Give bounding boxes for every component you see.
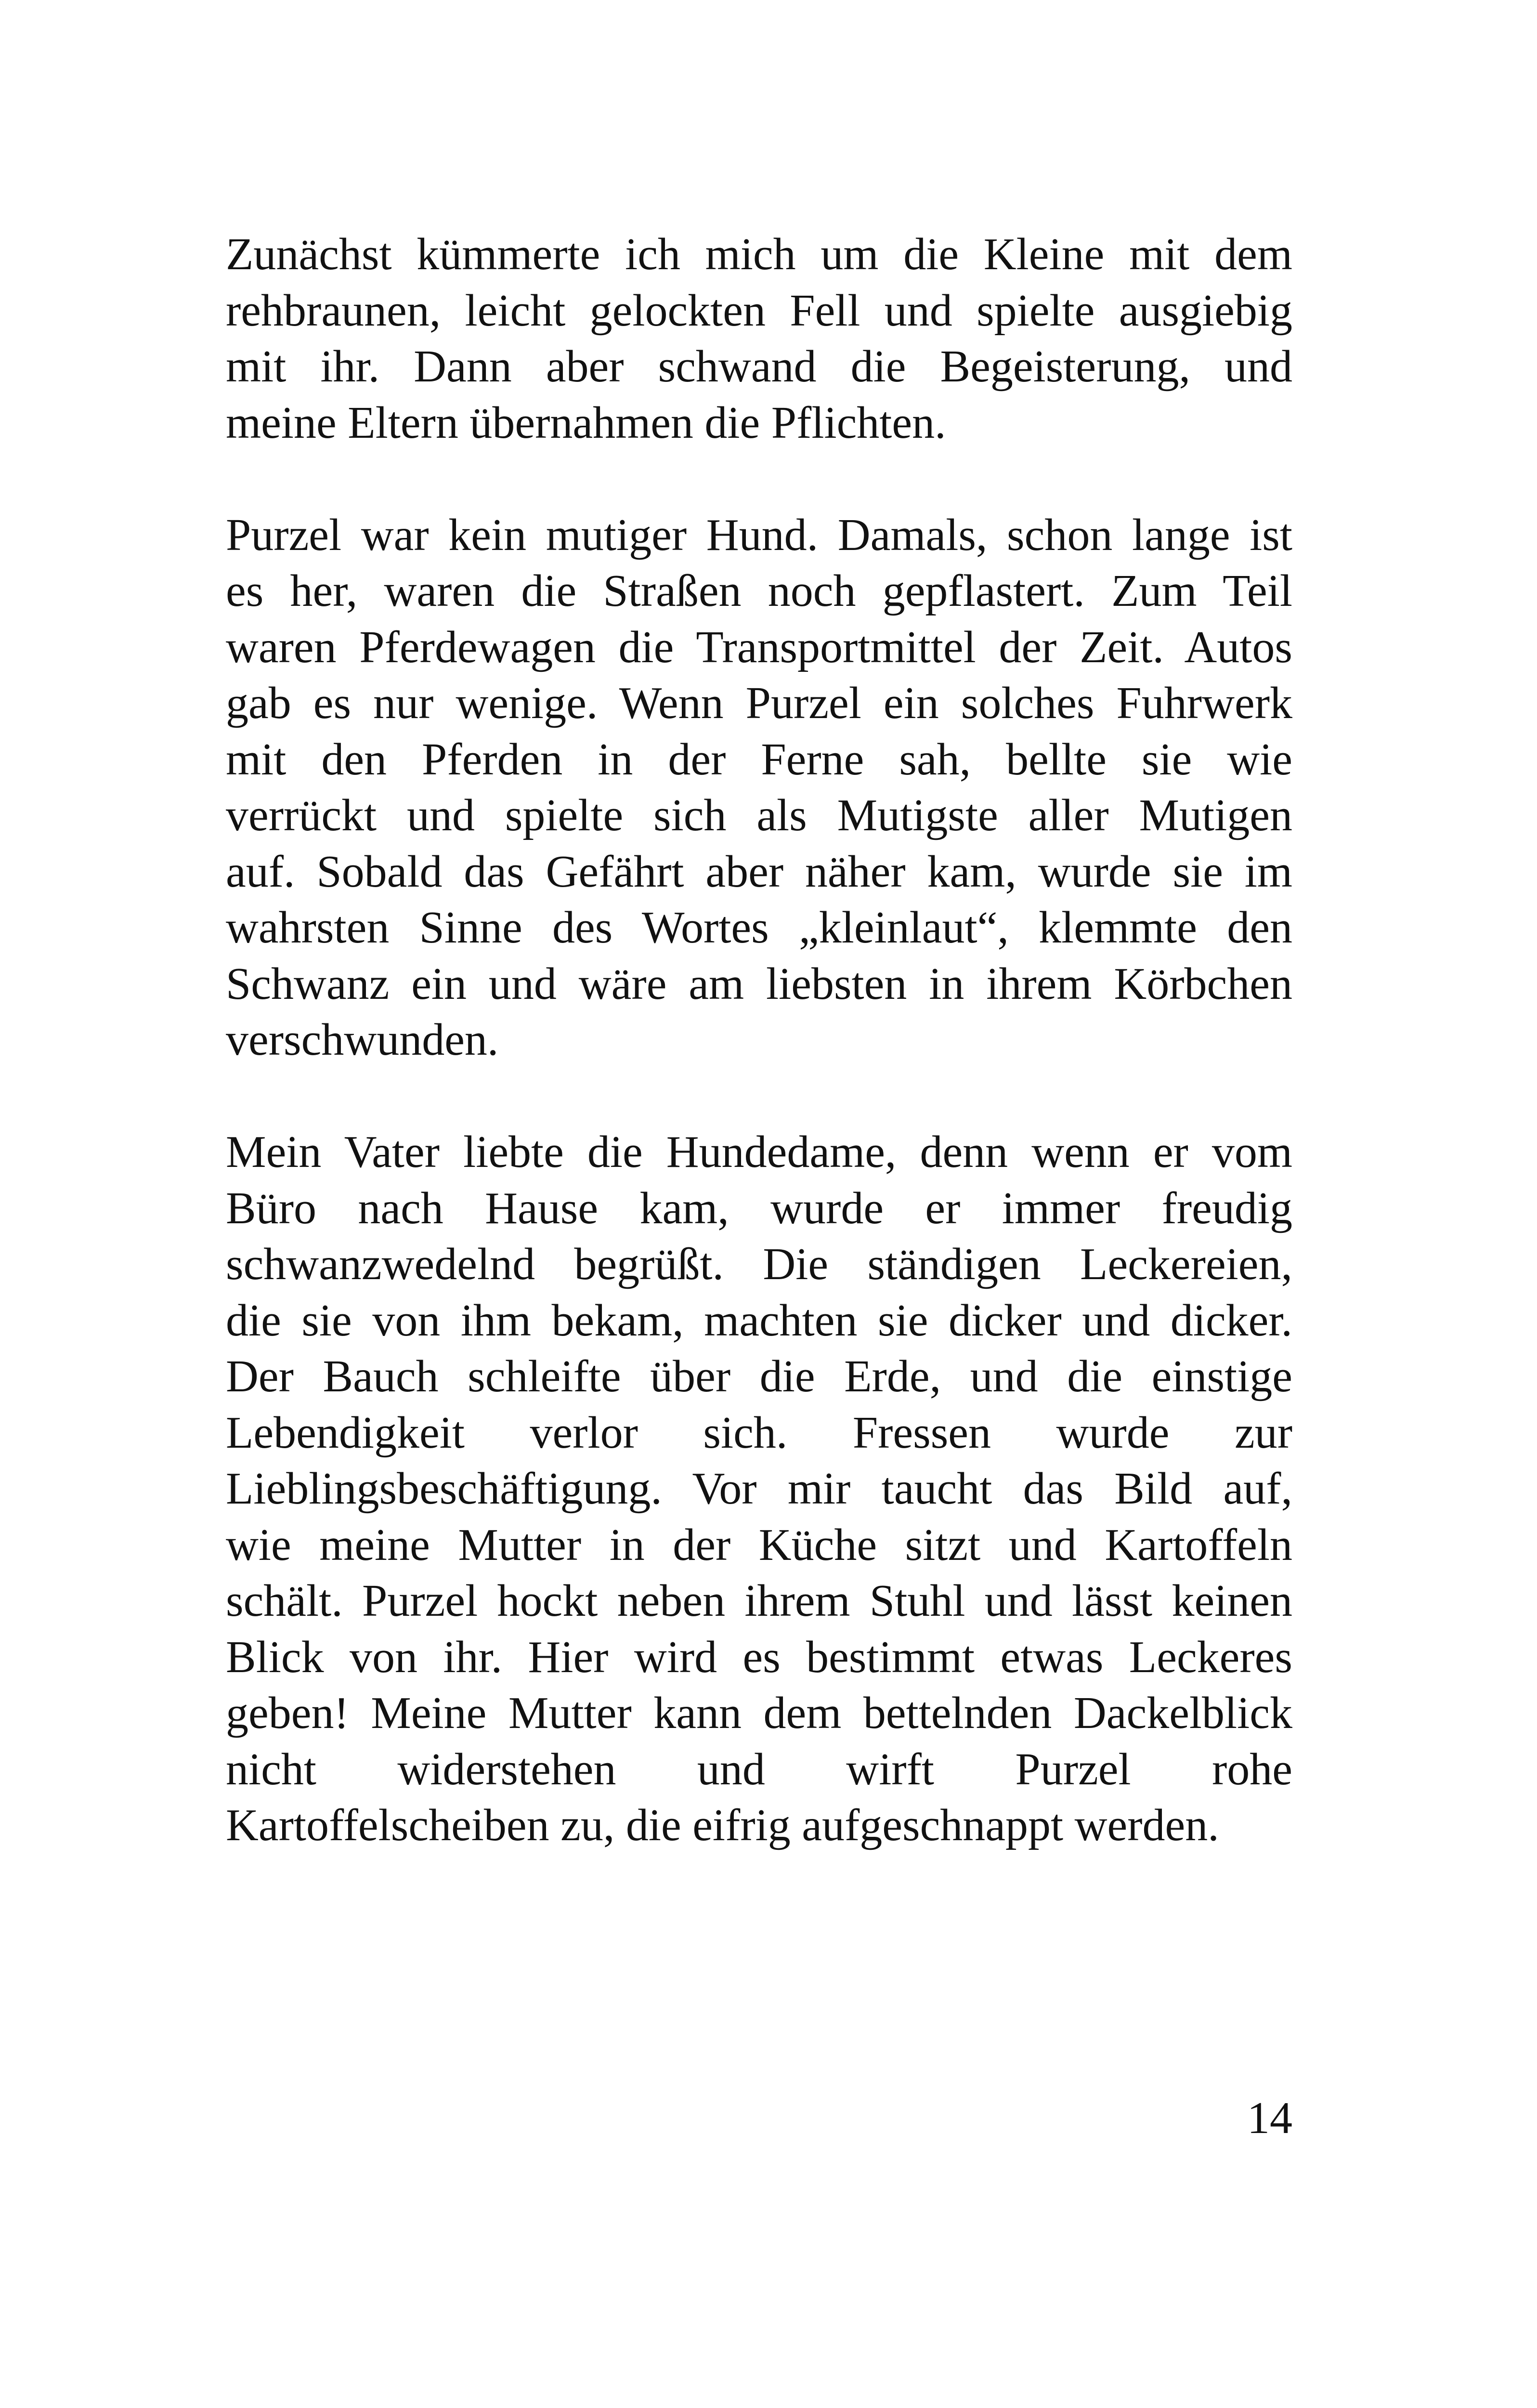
text-line: Kartoffelscheiben zu, die eifrig aufgeschnappt werden. xyxy=(226,1800,1219,1850)
page-number: 14 xyxy=(1247,2093,1292,2143)
text-line: Blick von ihr. Hier wird es bestimmt etwas Leckeres xyxy=(226,1632,1292,1682)
text-line: wahrsten Sinne des Wortes „kleinlaut“, klemmte den xyxy=(226,903,1292,953)
text-line: es her, waren die Straßen noch gepflastert. Zum Teil xyxy=(226,566,1292,616)
text-line: waren Pferdewagen die Transportmittel der Zeit. Autos xyxy=(226,622,1292,672)
text-line: nicht widerstehen und wirft Purzel rohe xyxy=(226,1744,1292,1794)
text-line: die sie von ihm bekam, machten sie dicker und dicker. xyxy=(226,1295,1292,1346)
text-line: wie meine Mutter in der Küche sitzt und Kartoffeln xyxy=(226,1519,1292,1570)
text-line: Der Bauch schleifte über die Erde, und die einstige xyxy=(226,1351,1292,1401)
text-line: schwanzwedelnd begrüßt. Die ständigen Leckereien, xyxy=(226,1239,1292,1289)
text-line: auf. Sobald das Gefährt aber näher kam, wurde sie im xyxy=(226,846,1292,897)
text-line: verrückt und spielte sich als Mutigste aller Mutigen xyxy=(226,790,1292,840)
text-line: mit ihr. Dann aber schwand die Begeisterung, und xyxy=(226,341,1292,392)
text-line: Büro nach Hause kam, wurde er immer freudig xyxy=(226,1183,1292,1233)
text-line: verschwunden. xyxy=(226,1015,499,1065)
text-line: Lebendigkeit verlor sich. Fressen wurde zur xyxy=(226,1407,1292,1458)
text-line: Purzel war kein mutiger Hund. Damals, schon lange ist xyxy=(226,510,1292,560)
paragraph-2 xyxy=(226,507,1292,1068)
text-line: meine Eltern übernahmen die Pflichten. xyxy=(226,397,946,448)
text-line: rehbraunen, leicht gelockten Fell und spielte ausgiebig xyxy=(226,285,1292,336)
text-line: schält. Purzel hockt neben ihrem Stuhl und lässt keinen xyxy=(226,1576,1292,1626)
text-line: Zunächst kümmerte ich mich um die Kleine mit dem xyxy=(226,229,1292,279)
text-line: geben! Meine Mutter kann dem bettelnden Dackelblick xyxy=(226,1688,1292,1738)
text-line: mit den Pferden in der Ferne sah, bellte sie wie xyxy=(226,734,1292,785)
text-line: Schwanz ein und wäre am liebsten in ihrem Körbchen xyxy=(226,958,1292,1009)
text-line: gab es nur wenige. Wenn Purzel ein solches Fuhrwerk xyxy=(226,678,1292,728)
paragraph-3 xyxy=(226,1124,1292,1854)
text-line: Lieblingsbeschäftigung. Vor mir taucht das Bild auf, xyxy=(226,1464,1292,1514)
page-body xyxy=(226,226,1292,1854)
text-line: Mein Vater liebte die Hundedame, denn wenn er vom xyxy=(226,1127,1292,1177)
paragraph-1 xyxy=(226,226,1292,451)
